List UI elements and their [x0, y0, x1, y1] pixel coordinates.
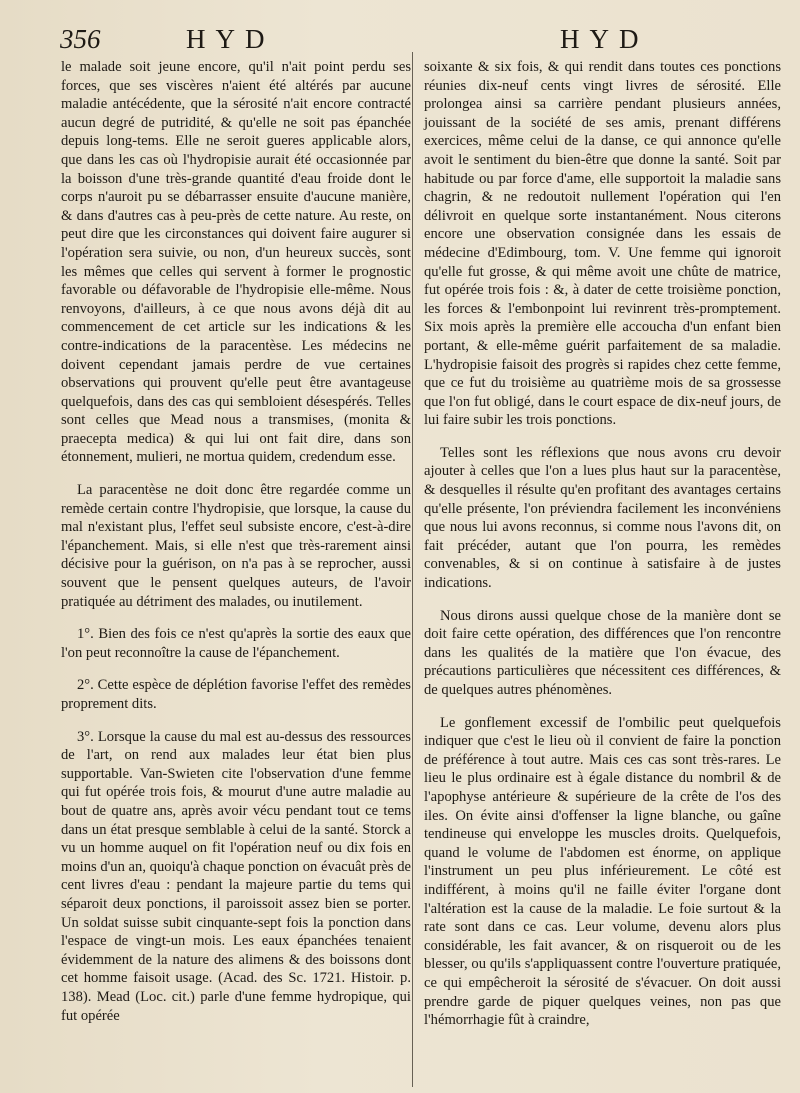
paragraph: Telles sont les réflexions que nous avons cru devoir ajouter à celles que l'on a lues plus haut sur la paracentèse, & desquelles il résulte qu'en profitant des avantages certains qu'elle présente, l'on préviendra facilement les inconvéniens que nous lui avons reconnus, si comme nous l'avons dit, on fait précéder, autant que l'on pourra, les remèdes convenables, & si on continue à satisfaire à de justes indications. — [424, 444, 781, 592]
running-head-right: HYD — [560, 24, 649, 54]
paragraph: le malade soit jeune encore, qu'il n'ait point perdu ses forces, que ses viscères n'aient été altérés par aucune maladie antécédente, que la sérosité n'ait encore contracté aucun degré de putridité, & qu'elle ne soit pas épanchée depuis long-tems. Elle ne seroit gueres applicable alors, que dans les cas où l'hydropisie aurait été occasionnée par la boisson d'une très-grande quantité d'eau froide dont le corps n'auroit pu se débarrasser ensuite d'aucune manière, & dans d'autres cas à peu-près de cette nature. Au reste, on peut dire que les circonstances qui doivent faire augurer si l'opération sera suivie, ou non, d'un heureux succès, sont les mêmes que celles qui servent à former le prognostic favorable ou défavorable de l'hydropisie elle-même. Nous renvoyons, d'ailleurs, à ce que nous avons déjà dit au commencement de cet article sur les indications & les contre-indications de la paracentèse. Les médecins ne doivent cependant jamais perdre de vue certaines observations qui prouvent qu'elle peut être avantageuse quelquefois, dans des cas qui sembloient désespérés. Telles sont celles que Mead nous a transmises, (monita & praecepta medica) & qui lui ont fait dire, dans son étonnement, mulieri, ne mortua quidem, credendum esse. — [61, 59, 411, 466]
left-column — [61, 58, 411, 1039]
paragraph: Nous dirons aussi quelque chose de la manière dont se doit faire cette opération, des différences que l'on rencontre dans les qualités de la matière que l'on évacue, des précautions particulières que nécessitent ces différences, & de quelques autres phénomènes. — [424, 607, 781, 698]
paragraph: 2°. Cette espèce de déplétion favorise l'effet des remèdes proprement dits. — [61, 677, 411, 712]
page-number: 356 — [60, 24, 101, 54]
page-header — [0, 18, 800, 54]
right-column — [424, 58, 781, 1044]
paragraph: soixante & six fois, & qui rendit dans toutes ces ponctions réunies dix-neuf cents vingt livres de sérosité. Elle prolongea ainsi sa carrière pendant plusieurs années, jouissant de la société de ses amis, prenant différens exercices, même celui de la danse, ce qui annonce qu'elle avoit le sentiment du bien-être que donne la santé. Soit par habitude ou par force d'ame, elle supportoit la maladie sans chagrin, & ne redoutoit nullement l'opération qui l'en délivroit en quelque sorte instantanément. Nous citerons encore une observation consignée dans les essais de médecine d'Edimbourg, tom. V. Une femme qui ignoroit qu'elle fut grosse, & qui même avoit une chûte de matrice, fut opérée trois fois : &, à dater de cette troisième ponction, les forces & l'embonpoint lui revinrent très-promptement. Six mois après la première elle accoucha d'un enfant bien portant, & elle-même guérit parfaitement de sa maladie. L'hydropisie faisoit des progrès si rapides chez cette femme, que ce fut du troisième au quatrième mois de sa grossesse que l'on fut obligé, dans le court espace de dix-neuf jours, de lui faire subir les trois ponctions. — [424, 59, 781, 429]
paragraph: Le gonflement excessif de l'ombilic peut quelquefois indiquer que c'est le lieu où il convient de faire la ponction de préférence à tout autre. Mais ces cas sont très-rares. Le lieu le plus ordinaire est à égale distance du nombril & de l'apophyse antérieure & supérieure de la crête de l'os des iles. On évite ainsi d'offenser la ligne blanche, ou gaîne tendineuse qui enveloppe les muscles droits. Quelquefois, quand le volume de l'abdomen est énorme, on applique l'instrument un peu plus inférieurement. Le côté est indifférent, à moins qu'il ne faille éviter l'organe dont l'altération est la cause de la maladie. Le foie surtout & la rate sont dans ce cas. Leur volume, devenu alors plus considérable, les fait avancer, & on risqueroit ou de les blesser, ou qu'ils s'appliquassent contre l'ouverture pratiquée, ce qui empêcheroit la sérosité de s'évacuer. On doit aussi prendre garde de piquer quelques veines, non pas que l'hémorrhagie fût à craindre, — [424, 714, 781, 1029]
running-head-left: HYD — [186, 24, 275, 54]
column-divider — [412, 52, 413, 1087]
paragraph: 3°. Lorsque la cause du mal est au-dessus des ressources de l'art, on rend aux malades leur état bien plus supportable. Van-Swieten cite l'observation d'une femme qui fut opérée trois fois, & mourut d'une autre maladie au bout de quatre ans, après avoir vécu pendant tout ce tems dans un état presque semblable à celui de la santé. Storck a vu un homme auquel on fit l'opération neuf ou dix fois en moins d'un an, quoiqu'à chaque ponction on évacuât près de cent livres d'eau : pendant la majeure partie du tems qui séparoit deux ponctions, il paroissoit assez bien se porter. Un soldat suisse subit cinquante-sept fois la ponction dans l'espace de vingt-un mois. Les eaux épanchées tenaient évidemment de la nature des alimens & des boissons dont cet homme faisoit usage. (Acad. des Sc. 1721. Histoir. p. 138). Mead (Loc. cit.) parle d'une femme hydropique, qui fut opérée — [61, 728, 411, 1024]
paragraph: La paracentèse ne doit donc être regardée comme un remède certain contre l'hydropisie, que lorsque, la cause du mal n'existant plus, l'effet seul subsiste encore, c'est-à-dire l'épanchement. Mais, si elle n'est que très-rarement ainsi décisive pour la guérison, on n'a pas à se reprocher, aussi souvent que le pensent quelques auteurs, de l'avoir pratiquée au détriment des malades, ou inutilement. — [61, 482, 411, 610]
paragraph: 1°. Bien des fois ce n'est qu'après la sortie des eaux que l'on peut reconnoître la cause de l'épanchement. — [61, 626, 411, 661]
